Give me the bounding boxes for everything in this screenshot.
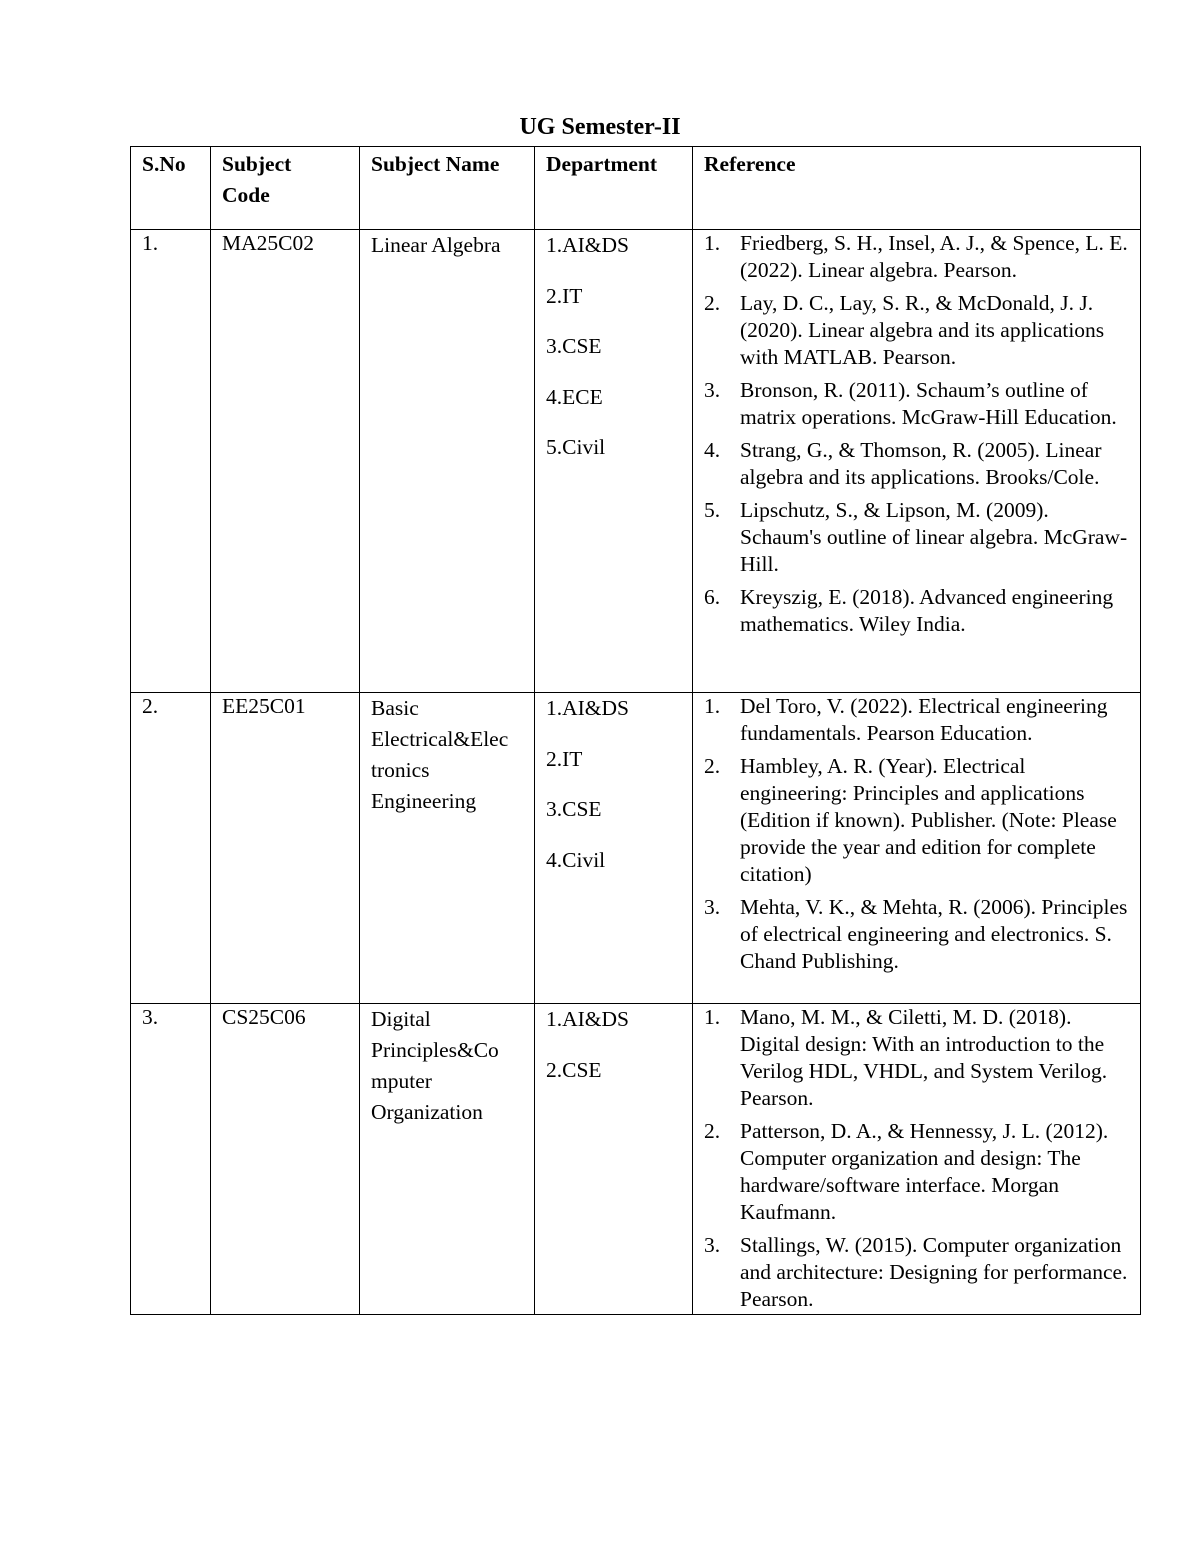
reference-number: 1. [704, 694, 721, 718]
reference-item [704, 230, 1130, 284]
department-item: 4.ECE [546, 384, 603, 409]
reference-list [704, 1004, 1130, 1313]
cell-reference [693, 230, 1141, 693]
subject-name-line: mputer [371, 1069, 432, 1093]
reference-text: Lipschutz, S., & Lipson, M. (2009). Schaum's outline of linear algebra. McGraw-Hill. [740, 498, 1128, 576]
reference-item [704, 894, 1130, 975]
reference-item [704, 1118, 1130, 1226]
reference-number: 1. [704, 1005, 721, 1029]
department-item: 2.IT [546, 283, 583, 308]
subject-name-line: Electrical&Elec [371, 727, 509, 751]
cell-subject-name [360, 693, 535, 1004]
reference-number: 2. [704, 291, 721, 315]
reference-number: 1. [704, 231, 721, 255]
reference-text: Kreyszig, E. (2018). Advanced engineering mathematics. Wiley India. [740, 585, 1114, 636]
department-item: 1.AI&DS [546, 696, 630, 720]
reference-number: 5. [704, 498, 721, 522]
reference-text: Strang, G., & Thomson, R. (2005). Linear algebra and its applications. Brooks/Cole. [740, 438, 1102, 489]
cell-reference [693, 693, 1141, 1004]
header-subject-code-line: Subject [222, 152, 292, 176]
reference-text: Lay, D. C., Lay, S. R., & McDonald, J. J. (2020). Linear algebra and its applications with MATLAB. Pearson. [740, 291, 1105, 369]
header-subject-code [211, 147, 360, 230]
reference-number: 3. [704, 378, 721, 402]
cell-sno: 1. [131, 230, 211, 693]
cell-department [535, 1004, 693, 1315]
reference-text: Hambley, A. R. (Year). Electrical engineering: Principles and applications (Edition if known). Publisher. (Note: Please provide the year and edition for complete citation) [740, 754, 1117, 886]
reference-number: 3. [704, 1233, 721, 1257]
department-item: 2.CSE [546, 1057, 602, 1082]
reference-number: 3. [704, 895, 721, 919]
header-reference: Reference [693, 147, 1141, 230]
reference-item [704, 290, 1130, 371]
cell-department [535, 693, 693, 1004]
cell-sno: 2. [131, 693, 211, 1004]
table-header-row [131, 147, 1141, 230]
reference-item [704, 584, 1130, 638]
reference-item [704, 437, 1130, 491]
table-row [131, 693, 1141, 1004]
department-item: 5.Civil [546, 435, 606, 459]
department-item: 4.Civil [546, 847, 606, 872]
reference-number: 4. [704, 438, 721, 462]
reference-list [704, 693, 1130, 975]
department-list [546, 230, 682, 463]
department-list [546, 1004, 682, 1086]
reference-text: Friedberg, S. H., Insel, A. J., & Spence, L. E. (2022). Linear algebra. Pearson. [740, 231, 1128, 282]
cell-subject-code: EE25C01 [211, 693, 360, 1004]
reference-number: 2. [704, 754, 721, 778]
header-subject-code-line: Code [222, 183, 270, 207]
subject-name-line: Digital [371, 1007, 431, 1031]
subject-name-line: tronics [371, 758, 430, 782]
department-item: 3.CSE [546, 334, 602, 358]
reference-text: Patterson, D. A., & Hennessy, J. L. (2012). Computer organization and design: The hardware/software interface. Morgan Kaufmann. [740, 1119, 1109, 1224]
table-row [131, 1004, 1141, 1315]
page-title: UG Semester-II [519, 114, 681, 140]
reference-number: 2. [704, 1119, 721, 1143]
reference-item [704, 377, 1130, 431]
header-sno: S.No [131, 147, 211, 230]
reference-text: Del Toro, V. (2022). Electrical engineering fundamentals. Pearson Education. [740, 694, 1108, 745]
cell-sno: 3. [131, 1004, 211, 1315]
department-list [546, 693, 682, 876]
cell-subject-code: CS25C06 [211, 1004, 360, 1315]
reference-number: 6. [704, 585, 721, 609]
cell-subject-name [360, 230, 535, 693]
reference-list [704, 230, 1130, 638]
subject-name-line: Engineering [371, 789, 477, 813]
reference-text: Bronson, R. (2011). Schaum’s outline of matrix operations. McGraw-Hill Education. [740, 378, 1117, 429]
reference-item [704, 693, 1130, 747]
header-subject-name: Subject Name [360, 147, 535, 230]
department-item: 1.AI&DS [546, 233, 630, 257]
reference-item [704, 497, 1130, 578]
table-row [131, 230, 1141, 693]
cell-reference [693, 1004, 1141, 1315]
department-item: 2.IT [546, 746, 583, 771]
header-department: Department [535, 147, 693, 230]
curriculum-table [130, 146, 1141, 1315]
cell-subject-name [360, 1004, 535, 1315]
department-item: 1.AI&DS [546, 1007, 630, 1031]
cell-subject-code: MA25C02 [211, 230, 360, 693]
reference-text: Stallings, W. (2015). Computer organization and architecture: Designing for performance. Pearson. [740, 1233, 1128, 1311]
reference-text: Mano, M. M., & Ciletti, M. D. (2018). Digital design: With an introduction to the Verilog HDL, VHDL, and System Verilog. Pearson. [740, 1005, 1108, 1110]
subject-name-line: Principles&Co [371, 1038, 499, 1062]
cell-department [535, 230, 693, 693]
table-body [131, 230, 1141, 1315]
reference-item [704, 1004, 1130, 1112]
department-item: 3.CSE [546, 797, 602, 821]
subject-name-line: Organization [371, 1100, 483, 1124]
subject-name-line: Basic [371, 696, 419, 720]
reference-text: Mehta, V. K., & Mehta, R. (2006). Principles of electrical engineering and electronics. S. Chand Publishing. [740, 895, 1128, 973]
reference-item [704, 1232, 1130, 1313]
reference-item [704, 753, 1130, 888]
subject-name-line: Linear Algebra [371, 233, 501, 257]
